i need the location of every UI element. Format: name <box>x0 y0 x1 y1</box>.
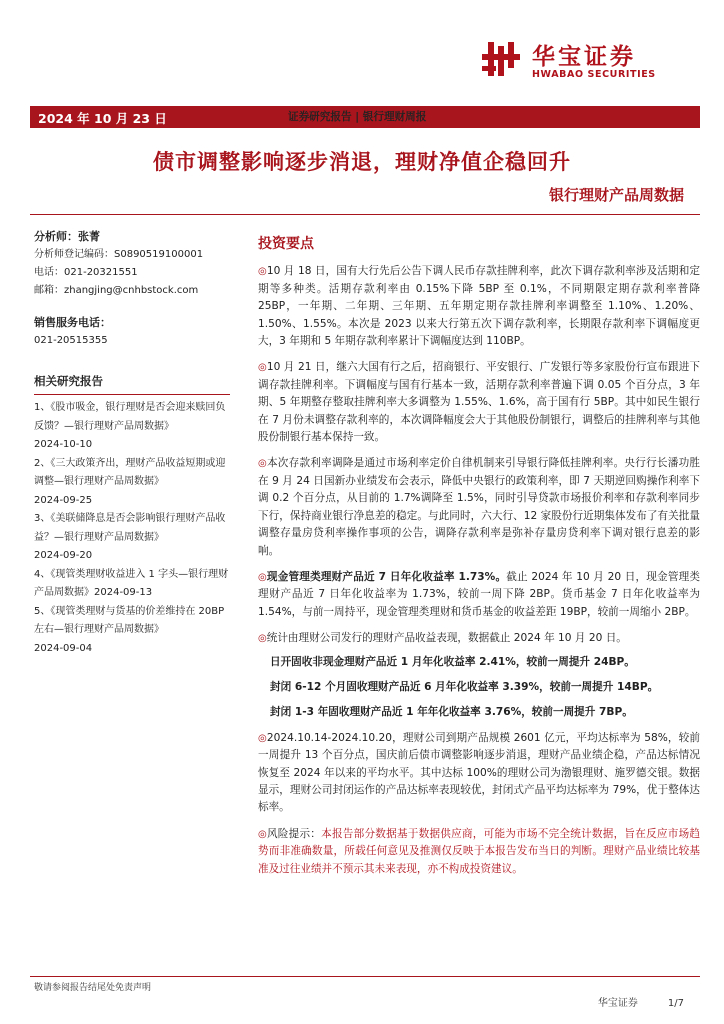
yield-line-1: 日开固收非现金理财产品近 1 月年化收益率 2.41%，较前一周提升 24BP。 <box>270 655 635 668</box>
bullet-icon: ◎ <box>258 828 267 840</box>
bullet-icon: ◎ <box>258 633 267 645</box>
footer-info <box>568 994 684 1009</box>
related-reports-list <box>34 399 230 658</box>
paragraph-1 <box>258 263 700 350</box>
related-report-item[interactable]: 5、《现管类理财与货基的价差维持在 20BP 左右—银行理财产品周数据》 <box>34 605 225 635</box>
highlights-heading: 投资要点 <box>258 236 314 252</box>
investment-highlights <box>258 236 700 887</box>
logo-english-name: HWABAO SECURITIES <box>532 69 656 80</box>
paragraph-4-text: 截止 2024 年 10 月 20 日，现金管理类理财产品近 7 日年化收益率为 1.73%，较前一周下降 2BP。货币基金 7 日年化收益率为 1.54%，与前一周持平，现金管理类理财和货币基金的收益差距 19BP，较前一周缩小 2BP。 <box>258 570 701 618</box>
paragraph-4 <box>258 569 700 621</box>
analyst-phone: 电话：021-20321551 <box>34 267 138 278</box>
risk-text: 本报告部分数据基于数据供应商，可能为市场不完全统计数据，旨在反应市场趋势而非准确数量，所载任何意见及推测仅反映于本报告发布当日的判断。理财产品业绩比较基准及过往业绩并不预示其未来表现，亦不构成投资建议。 <box>258 827 701 875</box>
related-report-item[interactable]: 4、《现管类理财收益进入 1 字头—银行理财产品周数据》2024-09-13 <box>34 568 229 598</box>
header-band <box>30 106 700 128</box>
sales-phone: 021-20515355 <box>34 335 108 346</box>
related-report-date: 2024-09-04 <box>34 642 93 654</box>
paragraph-1-text: 10 月 18 日，国有大行先后公告下调人民币存款挂牌利率，此次下调存款利率涉及活期和定期等多种类。活期存款利率由 0.15%下降 5BP 至 0.1%，不同期限定期存款利率普降 25BP，一年期、二年期、三年期、五年期定期存款挂牌利率调整至 1.10%、1.20%、1.50%、1.55%。本次是 2023 以来大行第五次下调存款利率，长期限存款利率下调幅度更大，3 年期和 5 年期存款利率累计下调幅度达到 110BP。 <box>258 265 701 348</box>
paragraph-2 <box>258 359 700 446</box>
related-report-item[interactable]: 3、《美联储降息是否会影响银行理财产品收益？—银行理财产品周数据》 <box>34 513 226 543</box>
analyst-name: 分析师：张菁 <box>34 230 100 243</box>
bullet-icon: ◎ <box>258 732 267 744</box>
related-report-date: 2024-09-20 <box>34 550 93 561</box>
paragraph-5 <box>258 630 700 647</box>
sales-label: 销售服务电话： <box>34 316 111 329</box>
bullet-icon: ◎ <box>258 266 267 278</box>
bullet-icon: ◎ <box>258 458 267 470</box>
related-reports-title: 相关研究报告 <box>34 372 230 395</box>
report-date: 2024 年 10 月 23 日 <box>38 111 167 126</box>
report-title: 债市调整影响逐步消退，理财净值企稳回升 <box>153 150 571 174</box>
paragraph-2-text: 10 月 21 日，继六大国有行之后，招商银行、平安银行、广发银行等多家股份行宣布跟进下调存款挂牌利率。下调幅度与国有行基本一致，活期存款利率普遍下调 0.05 个百分点，3 年期、5 年期整存整取挂牌利率大多调整为 1.55%、1.6%，高于国有行 5BP。其中如民生银行在 7 月份未调整存款利率的，本次调降幅度会大于其他股份制银行，调整后的挂牌利率与其他股份制银行基本保持一致。 <box>258 361 701 444</box>
related-report-item[interactable]: 1、《股市吸金，银行理财是否会迎来赎回负反馈？—银行理财产品周数据》 <box>34 402 226 432</box>
paragraph-3-text: 本次存款利率调降是通过市场利率定价自律机制来引导银行降低挂牌利率。央行行长潘功胜在 9 月 24 日国新办业绩发布会表示，降低中央银行的政策利率，即 7 天期逆回购操作利率下调 0.2 个百分点，从目前的 1.7%调降至 1.5%，同时引导贷款市场报价利率和存款利率同步下行，保持商业银行净息差的稳定。与此同时，六大行、12 家股份行近期集体发布了有关批量调整存量房贷利率操作事项的公告，调降存款利率是弥补存量房贷利率下调对银行息差的影响。 <box>258 457 700 557</box>
risk-label: 风险提示： <box>266 827 322 840</box>
bullet-icon: ◎ <box>258 571 267 583</box>
yield-line-3: 封闭 1-3 年固收理财产品近 1 年年化收益率 3.76%，较前一周提升 7BP。 <box>270 706 633 719</box>
paragraph-3 <box>258 455 700 559</box>
bullet-icon: ◎ <box>258 362 267 374</box>
report-category: 证券研究报告 | 银行理财周报 <box>288 111 427 123</box>
paragraph-6-text: 2024.10.14-2024.10.20，理财公司到期产品规模 2601 亿元，平均达标率为 58%，较前一周提升 13 个百分点，国庆前后债市调整影响逐步消退，理财产品业绩企稳，产品达标情况恢复至 2024 年以来的平均水平。其中达标 100%的理财公司为渤银理财、施罗德交银。数据显示，理财公司封闭运作的产品达标率表现较优，封闭式产品平均达标率为 79%，优于整体达标率。 <box>258 731 700 814</box>
hwabao-logo-icon <box>480 40 522 78</box>
related-report-date: 2024-10-10 <box>34 439 93 450</box>
risk-warning <box>258 826 700 878</box>
paragraph-6 <box>258 730 700 817</box>
report-subtitle: 银行理财产品周数据 <box>548 186 684 204</box>
company-logo <box>480 38 690 88</box>
paragraph-5-text: 统计由理财公司发行的理财产品收益表现，数据截止 2024 年 10 月 20 日。 <box>266 632 627 645</box>
analyst-email: 邮箱：zhangjing@cnhbstock.com <box>34 285 199 296</box>
footer-divider <box>30 976 700 977</box>
footer-disclaimer[interactable]: 敬请参阅报告结尾处免责声明 <box>34 983 152 993</box>
page-number: 1/7 <box>667 998 684 1009</box>
sidebar-info <box>34 228 230 658</box>
title-divider <box>30 214 700 215</box>
yield-line-2: 封闭 6-12 个月固收理财产品近 6 月年化收益率 3.39%，较前一周提升 14BP。 <box>270 680 659 693</box>
footer-brand: 华宝证券 <box>597 998 638 1009</box>
analyst-cert: 分析师登记编码：S0890519100001 <box>34 249 204 260</box>
paragraph-4-bold: 现金管理类理财产品近 7 日年化收益率 1.73%。 <box>266 570 507 583</box>
related-report-date: 2024-09-25 <box>34 494 93 506</box>
related-report-item[interactable]: 2、《三大政策齐出，理财产品收益短期或迎调整—银行理财产品周数据》 <box>34 457 226 487</box>
logo-chinese-name: 华宝证券 <box>532 44 636 70</box>
